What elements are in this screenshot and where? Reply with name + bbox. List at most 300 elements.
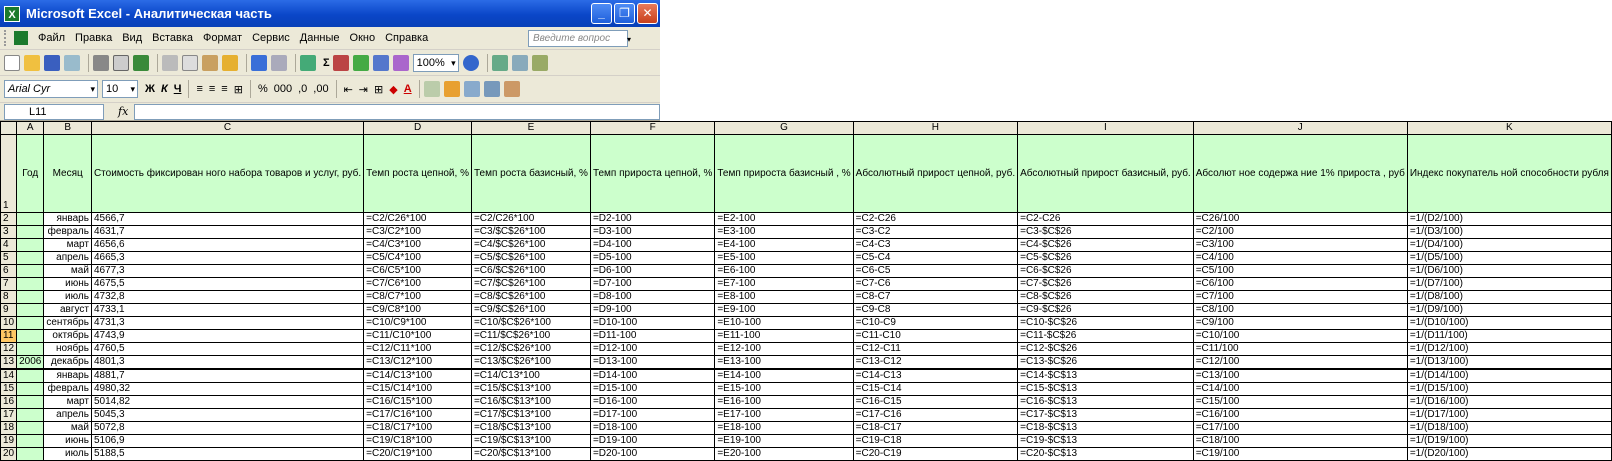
- data-cell[interactable]: =C12/100: [1193, 356, 1407, 370]
- decrease-decimal-icon[interactable]: ,00: [313, 83, 329, 95]
- data-cell[interactable]: 4731,3: [91, 317, 363, 330]
- month-cell[interactable]: сентябрь: [44, 317, 92, 330]
- menu-tools[interactable]: Сервис: [252, 32, 290, 44]
- review-icon[interactable]: [492, 55, 508, 71]
- data-cell[interactable]: =C6-C5: [853, 265, 1017, 278]
- data-cell[interactable]: =C3/$C$26*100: [471, 226, 590, 239]
- sort-descending-icon[interactable]: [353, 55, 369, 71]
- data-cell[interactable]: =C16/100: [1193, 409, 1407, 422]
- data-cell[interactable]: =C2/100: [1193, 226, 1407, 239]
- minimize-button[interactable]: _: [591, 3, 612, 24]
- month-cell[interactable]: январь: [44, 369, 92, 383]
- data-cell[interactable]: =C13/$C$26*100: [471, 356, 590, 370]
- data-cell[interactable]: =C13/C12*100: [364, 356, 472, 370]
- month-cell[interactable]: март: [44, 239, 92, 252]
- row-header[interactable]: 4: [1, 239, 17, 252]
- worksheet-grid[interactable]: [0, 121, 1609, 459]
- data-cell[interactable]: 5014,82: [91, 396, 363, 409]
- row-header[interactable]: 11: [1, 330, 17, 343]
- data-cell[interactable]: =C20-C19: [853, 448, 1017, 461]
- protect-icon[interactable]: [424, 81, 440, 97]
- data-cell[interactable]: =D4-100: [590, 239, 714, 252]
- row-header[interactable]: 9: [1, 304, 17, 317]
- data-cell[interactable]: 4631,7: [91, 226, 363, 239]
- month-cell[interactable]: февраль: [44, 383, 92, 396]
- name-box[interactable]: L11: [4, 104, 104, 120]
- data-cell[interactable]: =C6/$C$26*100: [471, 265, 590, 278]
- month-cell[interactable]: июль: [44, 291, 92, 304]
- data-cell[interactable]: =C8/100: [1193, 304, 1407, 317]
- year-cell[interactable]: [17, 265, 44, 278]
- year-cell[interactable]: 2006: [17, 356, 44, 370]
- data-cell[interactable]: =C18/$C$13*100: [471, 422, 590, 435]
- data-cell[interactable]: =E13-100: [715, 356, 853, 370]
- header-cell[interactable]: Абсолютный прирост цепной, руб.: [853, 135, 1017, 213]
- header-cell[interactable]: Абсолютный прирост базисный, руб.: [1018, 135, 1194, 213]
- data-cell[interactable]: =C26/100: [1193, 213, 1407, 226]
- data-cell[interactable]: =D7-100: [590, 278, 714, 291]
- data-cell[interactable]: =C8/$C$26*100: [471, 291, 590, 304]
- data-cell[interactable]: =E17-100: [715, 409, 853, 422]
- data-cell[interactable]: =C13/100: [1193, 369, 1407, 383]
- data-cell[interactable]: =C17/100: [1193, 422, 1407, 435]
- row-header[interactable]: 1: [1, 135, 17, 213]
- data-cell[interactable]: =C8/C7*100: [364, 291, 472, 304]
- data-cell[interactable]: =C16/$C$13*100: [471, 396, 590, 409]
- data-cell[interactable]: =C20/C19*100: [364, 448, 472, 461]
- save-icon[interactable]: [44, 55, 60, 71]
- borders-icon[interactable]: ⊞: [374, 83, 384, 96]
- year-cell[interactable]: [17, 409, 44, 422]
- data-cell[interactable]: =E15-100: [715, 383, 853, 396]
- data-cell[interactable]: 5106,9: [91, 435, 363, 448]
- row-header[interactable]: 18: [1, 422, 17, 435]
- copy-icon[interactable]: [182, 55, 198, 71]
- data-cell[interactable]: =1/(D2/100): [1407, 213, 1611, 226]
- data-cell[interactable]: =E3-100: [715, 226, 853, 239]
- column-header-h[interactable]: H: [853, 122, 1017, 135]
- row-header[interactable]: 17: [1, 409, 17, 422]
- data-cell[interactable]: =1/(D10/100): [1407, 317, 1611, 330]
- data-cell[interactable]: =C19/100: [1193, 448, 1407, 461]
- help-search-input[interactable]: Введите вопрос: [528, 30, 628, 47]
- data-cell[interactable]: =1/(D19/100): [1407, 435, 1611, 448]
- increase-decimal-icon[interactable]: ,0: [298, 83, 308, 95]
- align-center-icon[interactable]: ≡: [208, 83, 216, 95]
- data-cell[interactable]: =E20-100: [715, 448, 853, 461]
- font-color-icon[interactable]: A: [403, 83, 412, 95]
- year-cell[interactable]: [17, 239, 44, 252]
- column-header-e[interactable]: E: [471, 122, 590, 135]
- data-cell[interactable]: =E16-100: [715, 396, 853, 409]
- data-cell[interactable]: =C13-C12: [853, 356, 1017, 370]
- data-cell[interactable]: =1/(D12/100): [1407, 343, 1611, 356]
- data-cell[interactable]: =1/(D15/100): [1407, 383, 1611, 396]
- row-header[interactable]: 8: [1, 291, 17, 304]
- data-cell[interactable]: =C11-C10: [853, 330, 1017, 343]
- data-cell[interactable]: =D17-100: [590, 409, 714, 422]
- data-cell[interactable]: =C4/$C$26*100: [471, 239, 590, 252]
- paste-icon[interactable]: [202, 55, 218, 71]
- month-cell[interactable]: февраль: [44, 226, 92, 239]
- data-cell[interactable]: =C7/$C$26*100: [471, 278, 590, 291]
- data-cell[interactable]: =C16-$C$13: [1018, 396, 1194, 409]
- data-cell[interactable]: =E18-100: [715, 422, 853, 435]
- data-cell[interactable]: =D11-100: [590, 330, 714, 343]
- data-cell[interactable]: =C15/C14*100: [364, 383, 472, 396]
- data-cell[interactable]: =C9/$C$26*100: [471, 304, 590, 317]
- data-cell[interactable]: =C2-C26: [1018, 213, 1194, 226]
- data-cell[interactable]: =E7-100: [715, 278, 853, 291]
- year-cell[interactable]: [17, 369, 44, 383]
- excel-app-icon[interactable]: X: [4, 6, 20, 22]
- data-cell[interactable]: =E5-100: [715, 252, 853, 265]
- data-cell[interactable]: =C4/100: [1193, 252, 1407, 265]
- data-cell[interactable]: =1/(D13/100): [1407, 356, 1611, 370]
- header-cell[interactable]: Абсолют ное содержа ние 1% прироста , руб: [1193, 135, 1407, 213]
- data-cell[interactable]: =C11/100: [1193, 343, 1407, 356]
- month-cell[interactable]: октябрь: [44, 330, 92, 343]
- data-cell[interactable]: =C14/C13*100: [471, 369, 590, 383]
- align-left-icon[interactable]: ≡: [196, 83, 203, 95]
- year-cell[interactable]: [17, 396, 44, 409]
- data-cell[interactable]: =C3/100: [1193, 239, 1407, 252]
- menu-grip[interactable]: [4, 30, 10, 46]
- row-header[interactable]: 19: [1, 435, 17, 448]
- row-header[interactable]: 20: [1, 448, 17, 461]
- data-cell[interactable]: =E9-100: [715, 304, 853, 317]
- data-cell[interactable]: =1/(D9/100): [1407, 304, 1611, 317]
- menu-edit[interactable]: Правка: [75, 32, 113, 44]
- data-cell[interactable]: =1/(D17/100): [1407, 409, 1611, 422]
- pivot-icon[interactable]: [464, 81, 480, 97]
- data-cell[interactable]: =1/(D11/100): [1407, 330, 1611, 343]
- data-cell[interactable]: =C18-$C$13: [1018, 422, 1194, 435]
- hyperlink-icon[interactable]: [300, 55, 316, 71]
- data-cell[interactable]: 4881,7: [91, 369, 363, 383]
- data-cell[interactable]: =C2/C26*100: [471, 213, 590, 226]
- data-cell[interactable]: =C4/C3*100: [364, 239, 472, 252]
- spelling-icon[interactable]: [133, 55, 149, 71]
- data-cell[interactable]: =D13-100: [590, 356, 714, 370]
- track-changes-icon[interactable]: [532, 55, 548, 71]
- sort-ascending-icon[interactable]: [333, 55, 349, 71]
- row-header[interactable]: 16: [1, 396, 17, 409]
- column-header-d[interactable]: D: [364, 122, 472, 135]
- data-cell[interactable]: =C2/C26*100: [364, 213, 472, 226]
- merge-center-icon[interactable]: ⊞: [233, 83, 243, 96]
- zoom-select[interactable]: 100% ▾: [413, 54, 459, 72]
- data-cell[interactable]: =C12/$C$26*100: [471, 343, 590, 356]
- column-header-i[interactable]: I: [1018, 122, 1194, 135]
- cut-icon[interactable]: [162, 55, 178, 71]
- column-header-c[interactable]: C: [91, 122, 363, 135]
- data-cell[interactable]: =C9/C8*100: [364, 304, 472, 317]
- data-cell[interactable]: =D5-100: [590, 252, 714, 265]
- underline-button[interactable]: Ч: [173, 83, 182, 95]
- data-cell[interactable]: 4665,3: [91, 252, 363, 265]
- data-cell[interactable]: =C16/C15*100: [364, 396, 472, 409]
- data-cell[interactable]: =E8-100: [715, 291, 853, 304]
- year-cell[interactable]: [17, 317, 44, 330]
- insert-function-icon[interactable]: fx: [118, 105, 129, 118]
- data-cell[interactable]: =C5/C4*100: [364, 252, 472, 265]
- header-cell[interactable]: Темп прироста цепной, %: [590, 135, 714, 213]
- data-cell[interactable]: =C19-$C$13: [1018, 435, 1194, 448]
- menu-help[interactable]: Справка: [385, 32, 429, 44]
- column-header-g[interactable]: G: [715, 122, 853, 135]
- data-cell[interactable]: =C15/$C$13*100: [471, 383, 590, 396]
- data-cell[interactable]: =C3-C2: [853, 226, 1017, 239]
- thousands-separator-icon[interactable]: 000: [273, 83, 293, 95]
- month-cell[interactable]: июнь: [44, 278, 92, 291]
- data-cell[interactable]: =C10/$C$26*100: [471, 317, 590, 330]
- drawing-icon[interactable]: [393, 55, 409, 71]
- row-header[interactable]: 13: [1, 356, 17, 370]
- month-cell[interactable]: май: [44, 265, 92, 278]
- data-cell[interactable]: =C14-$C$13: [1018, 369, 1194, 383]
- menu-view[interactable]: Вид: [122, 32, 143, 44]
- row-header[interactable]: 15: [1, 383, 17, 396]
- data-cell[interactable]: 5188,5: [91, 448, 363, 461]
- month-cell[interactable]: август: [44, 304, 92, 317]
- row-header[interactable]: 14: [1, 369, 17, 383]
- column-header-k[interactable]: K: [1407, 122, 1611, 135]
- data-cell[interactable]: 4675,5: [91, 278, 363, 291]
- month-cell[interactable]: апрель: [44, 252, 92, 265]
- data-cell[interactable]: =1/(D6/100): [1407, 265, 1611, 278]
- help-dropdown-icon[interactable]: ▾: [627, 35, 632, 44]
- print-preview-icon[interactable]: [113, 55, 129, 71]
- data-cell[interactable]: =C5-C4: [853, 252, 1017, 265]
- column-header-b[interactable]: B: [44, 122, 92, 135]
- header-cell[interactable]: Стоимость фиксирован ного набора товаров и услуг, руб.: [91, 135, 363, 213]
- percent-style-icon[interactable]: %: [257, 83, 268, 95]
- menu-format[interactable]: Формат: [203, 32, 243, 44]
- data-cell[interactable]: =C14/C13*100: [364, 369, 472, 383]
- data-cell[interactable]: =E4-100: [715, 239, 853, 252]
- permission-icon[interactable]: [64, 55, 80, 71]
- header-cell[interactable]: Месяц: [44, 135, 92, 213]
- year-cell[interactable]: [17, 304, 44, 317]
- row-header[interactable]: 6: [1, 265, 17, 278]
- redo-icon[interactable]: [271, 55, 287, 71]
- bold-button[interactable]: Ж: [145, 83, 155, 95]
- italic-button[interactable]: К: [160, 83, 168, 95]
- data-cell[interactable]: =C7-C6: [853, 278, 1017, 291]
- month-cell[interactable]: июнь: [44, 435, 92, 448]
- data-cell[interactable]: 4743,9: [91, 330, 363, 343]
- month-cell[interactable]: ноябрь: [44, 343, 92, 356]
- data-cell[interactable]: =E11-100: [715, 330, 853, 343]
- data-cell[interactable]: =C3-$C$26: [1018, 226, 1194, 239]
- year-cell[interactable]: [17, 291, 44, 304]
- font-size-select[interactable]: 10 ▾: [102, 80, 138, 98]
- data-cell[interactable]: =C19-C18: [853, 435, 1017, 448]
- month-cell[interactable]: апрель: [44, 409, 92, 422]
- data-cell[interactable]: =C17/$C$13*100: [471, 409, 590, 422]
- year-cell[interactable]: [17, 448, 44, 461]
- year-cell[interactable]: [17, 278, 44, 291]
- data-cell[interactable]: =C3/C2*100: [364, 226, 472, 239]
- data-cell[interactable]: =C18-C17: [853, 422, 1017, 435]
- month-cell[interactable]: январь: [44, 213, 92, 226]
- column-header-a[interactable]: A: [17, 122, 44, 135]
- data-cell[interactable]: =C18/100: [1193, 435, 1407, 448]
- maximize-button[interactable]: ❐: [614, 3, 635, 24]
- open-folder-icon[interactable]: [24, 55, 40, 71]
- select-all-corner[interactable]: [1, 122, 17, 135]
- header-cell[interactable]: Темп прироста базисный , %: [715, 135, 853, 213]
- column-header-j[interactable]: J: [1193, 122, 1407, 135]
- data-cell[interactable]: =C20-$C$13: [1018, 448, 1194, 461]
- audit-icon[interactable]: [484, 81, 500, 97]
- data-cell[interactable]: =C5-$C$26: [1018, 252, 1194, 265]
- data-cell[interactable]: =D14-100: [590, 369, 714, 383]
- data-cell[interactable]: =C9-C8: [853, 304, 1017, 317]
- column-header-f[interactable]: F: [590, 122, 714, 135]
- data-cell[interactable]: =C14-C13: [853, 369, 1017, 383]
- data-cell[interactable]: =C6-$C$26: [1018, 265, 1194, 278]
- row-header[interactable]: 3: [1, 226, 17, 239]
- month-cell[interactable]: декабрь: [44, 356, 92, 370]
- data-cell[interactable]: =C13-$C$26: [1018, 356, 1194, 370]
- data-cell[interactable]: =C17-C16: [853, 409, 1017, 422]
- comment-icon[interactable]: [512, 55, 528, 71]
- header-cell[interactable]: Год: [17, 135, 44, 213]
- data-cell[interactable]: =1/(D4/100): [1407, 239, 1611, 252]
- menu-window[interactable]: Окно: [349, 32, 376, 44]
- data-cell[interactable]: 4732,8: [91, 291, 363, 304]
- data-cell[interactable]: =C7/100: [1193, 291, 1407, 304]
- data-cell[interactable]: =C10-C9: [853, 317, 1017, 330]
- data-cell[interactable]: =C11/$C$26*100: [471, 330, 590, 343]
- data-cell[interactable]: =D10-100: [590, 317, 714, 330]
- row-header[interactable]: 10: [1, 317, 17, 330]
- new-document-icon[interactable]: [4, 55, 20, 71]
- data-cell[interactable]: =1/(D18/100): [1407, 422, 1611, 435]
- month-cell[interactable]: март: [44, 396, 92, 409]
- year-cell[interactable]: [17, 343, 44, 356]
- year-cell[interactable]: [17, 422, 44, 435]
- year-cell[interactable]: [17, 383, 44, 396]
- year-cell[interactable]: [17, 252, 44, 265]
- data-cell[interactable]: =C10-$C$26: [1018, 317, 1194, 330]
- increase-indent-icon[interactable]: ⇥: [358, 83, 368, 96]
- data-cell[interactable]: =C19/C18*100: [364, 435, 472, 448]
- data-cell[interactable]: =D16-100: [590, 396, 714, 409]
- year-cell[interactable]: [17, 226, 44, 239]
- data-cell[interactable]: =C9-$C$26: [1018, 304, 1194, 317]
- data-cell[interactable]: =C15-$C$13: [1018, 383, 1194, 396]
- data-cell[interactable]: =C12/C11*100: [364, 343, 472, 356]
- format-painter-icon[interactable]: [222, 55, 238, 71]
- data-cell[interactable]: =C11-$C$26: [1018, 330, 1194, 343]
- data-cell[interactable]: =C15/100: [1193, 396, 1407, 409]
- close-button[interactable]: ✕: [637, 3, 658, 24]
- data-cell[interactable]: =C4-C3: [853, 239, 1017, 252]
- data-cell[interactable]: =E19-100: [715, 435, 853, 448]
- data-cell[interactable]: 5072,8: [91, 422, 363, 435]
- data-cell[interactable]: =C19/$C$13*100: [471, 435, 590, 448]
- data-cell[interactable]: =C12-$C$26: [1018, 343, 1194, 356]
- header-cell[interactable]: Темп роста цепной, %: [364, 135, 472, 213]
- month-cell[interactable]: май: [44, 422, 92, 435]
- data-cell[interactable]: =C10/C9*100: [364, 317, 472, 330]
- data-cell[interactable]: 4566,7: [91, 213, 363, 226]
- data-cell[interactable]: 4677,3: [91, 265, 363, 278]
- data-cell[interactable]: =C8-C7: [853, 291, 1017, 304]
- data-cell[interactable]: =C2-C26: [853, 213, 1017, 226]
- data-cell[interactable]: =D15-100: [590, 383, 714, 396]
- workbook-icon[interactable]: [14, 31, 28, 45]
- row-header[interactable]: 5: [1, 252, 17, 265]
- formula-input[interactable]: [134, 104, 660, 120]
- undo-icon[interactable]: [251, 55, 267, 71]
- data-cell[interactable]: =C14/100: [1193, 383, 1407, 396]
- data-cell[interactable]: =C18/C17*100: [364, 422, 472, 435]
- data-cell[interactable]: =E2-100: [715, 213, 853, 226]
- font-name-select[interactable]: Arial Cyr ▾: [4, 80, 98, 98]
- data-cell[interactable]: =D18-100: [590, 422, 714, 435]
- data-cell[interactable]: 4656,6: [91, 239, 363, 252]
- data-cell[interactable]: =1/(D14/100): [1407, 369, 1611, 383]
- data-cell[interactable]: =D12-100: [590, 343, 714, 356]
- data-cell[interactable]: =1/(D3/100): [1407, 226, 1611, 239]
- data-cell[interactable]: =1/(D20/100): [1407, 448, 1611, 461]
- menu-file[interactable]: Файл: [38, 32, 66, 44]
- help-icon[interactable]: [463, 55, 479, 71]
- data-cell[interactable]: =E14-100: [715, 369, 853, 383]
- data-cell[interactable]: =C6/100: [1193, 278, 1407, 291]
- align-right-icon[interactable]: ≡: [221, 83, 228, 95]
- data-cell[interactable]: 5045,3: [91, 409, 363, 422]
- data-cell[interactable]: =C5/$C$26*100: [471, 252, 590, 265]
- year-cell[interactable]: [17, 330, 44, 343]
- data-cell[interactable]: =C7-$C$26: [1018, 278, 1194, 291]
- menu-data[interactable]: Данные: [299, 32, 340, 44]
- autosum-icon[interactable]: Σ: [323, 56, 330, 69]
- header-cell[interactable]: Темп роста базисный, %: [471, 135, 590, 213]
- data-cell[interactable]: 4980,32: [91, 383, 363, 396]
- data-cell[interactable]: =E12-100: [715, 343, 853, 356]
- data-cell[interactable]: =D2-100: [590, 213, 714, 226]
- data-cell[interactable]: 4760,5: [91, 343, 363, 356]
- data-cell[interactable]: =C6/C5*100: [364, 265, 472, 278]
- month-cell[interactable]: июль: [44, 448, 92, 461]
- header-cell[interactable]: Индекс покупатель ной способности рубля: [1407, 135, 1611, 213]
- data-cell[interactable]: =C10/100: [1193, 330, 1407, 343]
- data-cell[interactable]: =1/(D5/100): [1407, 252, 1611, 265]
- data-cell[interactable]: =C4-$C$26: [1018, 239, 1194, 252]
- fill-color-icon[interactable]: ◆: [389, 83, 398, 96]
- data-cell[interactable]: 4801,3: [91, 356, 363, 370]
- data-cell[interactable]: =D3-100: [590, 226, 714, 239]
- chart-wizard-icon[interactable]: [373, 55, 389, 71]
- menu-insert[interactable]: Вставка: [152, 32, 194, 44]
- data-cell[interactable]: =C7/C6*100: [364, 278, 472, 291]
- data-cell[interactable]: =E6-100: [715, 265, 853, 278]
- macro-icon[interactable]: [444, 81, 460, 97]
- data-cell[interactable]: =1/(D8/100): [1407, 291, 1611, 304]
- data-cell[interactable]: =C5/100: [1193, 265, 1407, 278]
- row-header[interactable]: 7: [1, 278, 17, 291]
- year-cell[interactable]: [17, 213, 44, 226]
- data-cell[interactable]: =1/(D7/100): [1407, 278, 1611, 291]
- data-cell[interactable]: =D8-100: [590, 291, 714, 304]
- decrease-indent-icon[interactable]: ⇤: [343, 83, 353, 96]
- data-cell[interactable]: 4733,1: [91, 304, 363, 317]
